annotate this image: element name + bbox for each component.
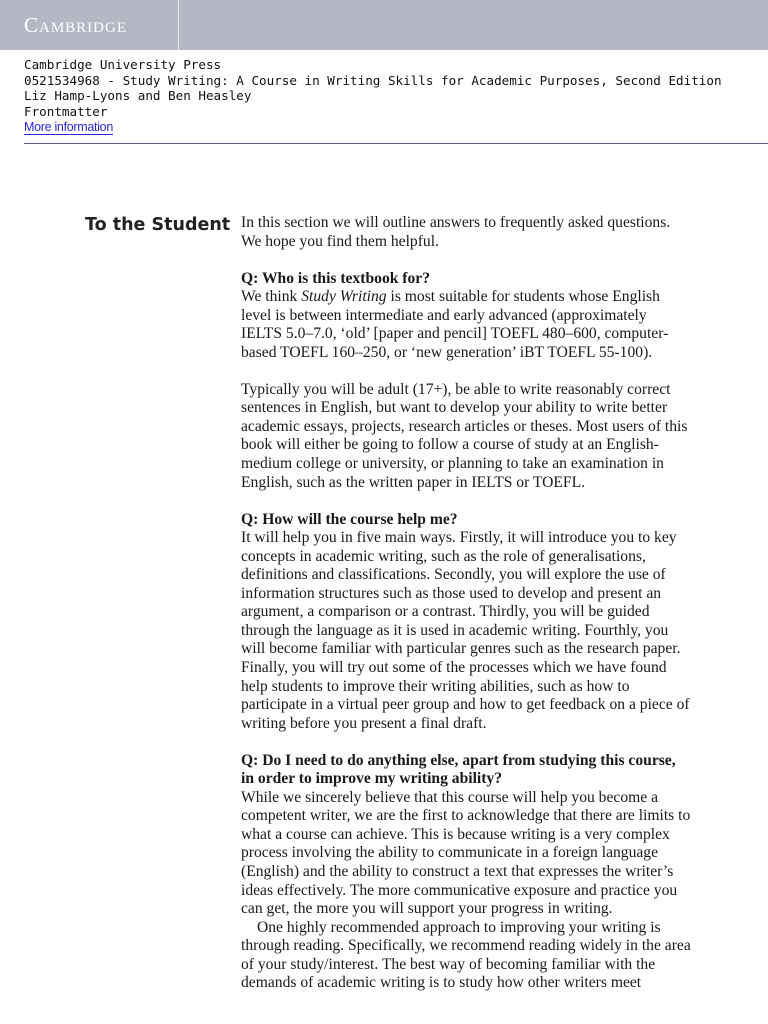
answer-paragraph: While we sincerely believe that this course will help you become a competent writer, we are the first to acknowledge that there are limits to what a course can achieve. This is because writing is a very complex process involving the ability to communicate in a foreign language (English) and the ability to construct a text that expresses the writer’s ideas effectively. The more communicative exposure and practice you can get, the more you will support your progress in writing. xyxy=(241,788,691,918)
authors-line: Liz Hamp-Lyons and Ben Heasley xyxy=(24,88,252,103)
book-metadata xyxy=(24,57,722,135)
answer-paragraph: One highly recommended approach to improving your writing is through reading. Specifically, we recommend reading widely in the area of your study/interest. The best way of becoming familiar with the demands of academic writing is to study how other writers meet xyxy=(241,918,691,992)
question-heading: Q: Who is this textbook for? xyxy=(241,269,431,287)
more-information-link[interactable]: More information xyxy=(24,120,113,134)
intro-paragraph: In this section we will outline answers to frequently asked questions. We hope you find them helpful. xyxy=(241,214,671,250)
answer-paragraph: It will help you in five main ways. Firstly, it will introduce you to key concepts in academic writing, such as the role of generalisations, definitions and classifications. Secondly, you will explore the use of information structures such as those used to develop and present an argument, a comparison or a contrast. Thirdly, you will be guided through the language as it is used in academic writing. Fourthly, you will become familiar with particular genres such as the research paper. Finally, you will try out some of the processes which we have found help students to improve their writing abilities, such as how to participate in a virtual peer group and how to get feedback on a piece of writing before you present a final draft. xyxy=(241,529,690,732)
cambridge-logo: Cambridge xyxy=(24,13,128,37)
paragraph: Typically you will be adult (17+), be able to write reasonably correct sentences in English, but want to develop your ability to write better academic essays, projects, research articles or theses. Most users of this book will either be going to follow a course of study at an English-medium college or university, or planning to take an examination in English, such as the written paper in IELTS or TOEFL. xyxy=(241,380,688,491)
section-line: Frontmatter xyxy=(24,103,108,119)
isbn-title-line: 0521534968 - Study Writing: A Course in Writing Skills for Academic Purposes, Second Edition xyxy=(24,72,722,88)
book-title-emphasis: Study Writing xyxy=(301,288,387,306)
question-heading: Q: Do I need to do anything else, apart from studying this course, in order to improve my writing ability? xyxy=(241,751,676,788)
publisher-line: Cambridge University Press xyxy=(24,57,222,72)
header-divider xyxy=(178,0,179,50)
answer-paragraph: We think Study Writing is most suitable for students whose English level is between intermediate and early advanced (approximately IELTS 5.0–7.0, ‘old’ [paper and pencil] TOEFL 480–600, computer-based TOEFL 160–250, or ‘new generation’ iBT TOEFL 55-100). xyxy=(241,288,669,361)
header-bar xyxy=(0,0,768,50)
section-title: To the Student xyxy=(85,215,231,235)
header-rule xyxy=(24,143,768,144)
question-heading: Q: How will the course help me? xyxy=(241,510,458,528)
body-text xyxy=(241,214,691,993)
